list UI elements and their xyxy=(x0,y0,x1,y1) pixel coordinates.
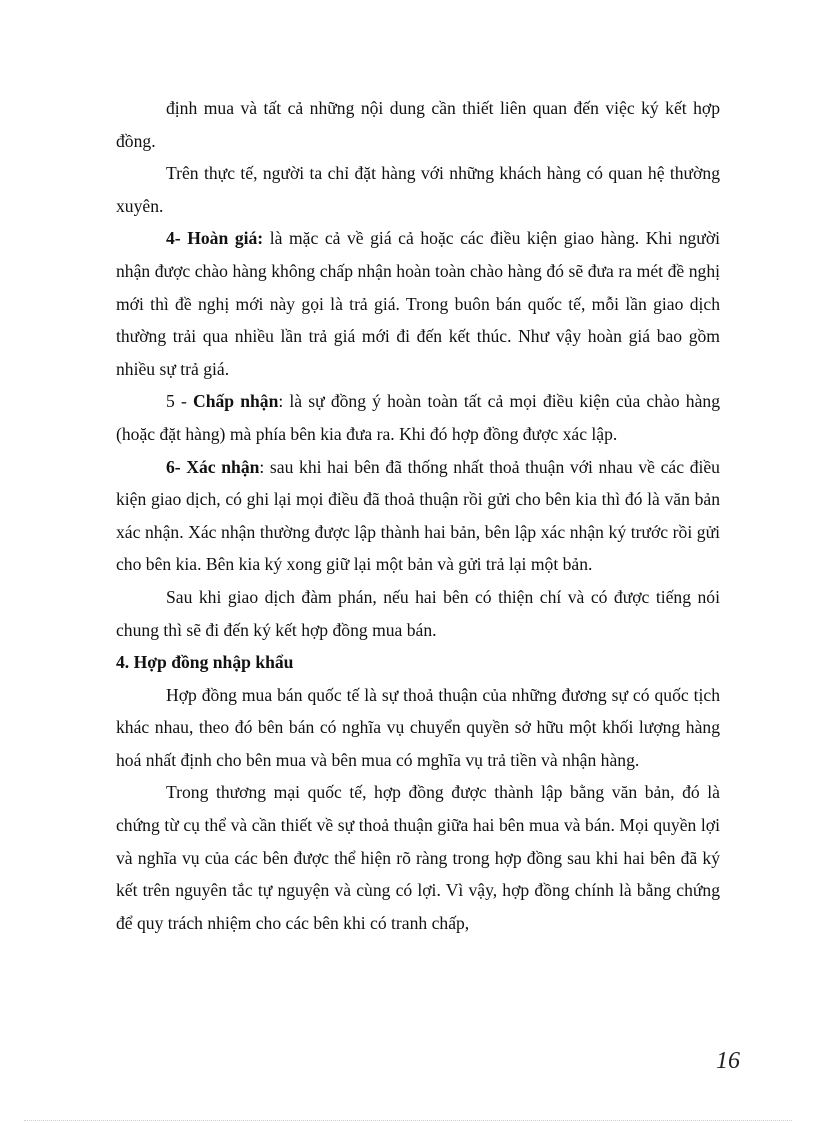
paragraph-confirmation xyxy=(116,451,720,581)
term-acceptance: Chấp nhận xyxy=(192,391,279,412)
paragraph-after-negotiation: Sau khi giao dịch đàm phán, nếu hai bên có thiện chí và có được tiếng nói chung thì sẽ đi đến ký kết hợp đồng mua bán. xyxy=(116,586,720,640)
paragraph-counter-offer xyxy=(116,222,720,385)
text-acceptance: : là sự đồng ý hoàn toàn tất cả mọi điều kiện của chào hàng (hoặc đặt hàng) mà phía bên kia đưa ra. Khi đó hợp đồng được xác lập. xyxy=(116,391,721,444)
prefix-acceptance: 5 - xyxy=(166,391,193,412)
term-confirmation: 6- Xác nhận xyxy=(166,456,260,477)
text-confirmation: : sau khi hai bên đã thống nhất thoả thuận với nhau về các điều kiện giao dịch, có ghi lại mọi điều đã thoả thuận rồi gửi cho bên kia thì đó là văn bản xác nhận. Xác nhận thường được lập thành hai bản, bên lập xác nhận ký trước rồi gửi cho bên kia. Bên kia ký xong giữ lại một bản và gửi trả lại một bản. xyxy=(116,456,720,575)
page-number: 16 xyxy=(716,1048,740,1074)
term-counter-offer: 4- Hoàn giá: xyxy=(166,228,264,249)
page-bottom-divider xyxy=(24,1120,792,1121)
paragraph-acceptance xyxy=(116,385,720,450)
section-heading-import-contract: 4. Hợp đồng nhập khẩu xyxy=(116,652,294,673)
paragraph-written-contract: Trong thương mại quốc tế, hợp đồng được thành lập bằng văn bản, đó là chứng từ cụ thể và cần thiết về sự thoả thuận giữa hai bên mua và bán. Mọi quyền lợi và nghĩa vụ của các bên được thể hiện rõ ràng trong hợp đồng sau khi hai bên đã ký kết trên nguyên tắc tự nguyện và cùng có lợi. Vì vậy, hợp đồng chính là bằng chứng để quy trách nhiệm cho các bên khi có tranh chấp, xyxy=(116,782,720,933)
body-text xyxy=(116,92,720,939)
paragraph-order-continuation: định mua và tất cả những nội dung cần thiết liên quan đến việc ký kết hợp đồng. xyxy=(116,98,720,151)
paragraph-regular-customers: Trên thực tế, người ta chỉ đặt hàng với những khách hàng có quan hệ thường xuyên. xyxy=(116,163,720,216)
text-counter-offer: là mặc cả về giá cả hoặc các điều kiện giao hàng. Khi người nhận được chào hàng không chấp nhận hoàn toàn chào hàng đó sẽ đưa ra mét đề nghị mới thì đề nghị mới này gọi là trả giá. Trong buôn bán quốc tế, mỗi lần giao dịch thường trải qua nhiều lần trả giá mới đi đến kết thúc. Như vậy hoàn giá bao gồm nhiều sự trả giá. xyxy=(116,228,721,379)
paragraph-contract-definition: Hợp đồng mua bán quốc tế là sự thoả thuận của những đương sự có quốc tịch khác nhau, theo đó bên bán có nghĩa vụ chuyển quyền sở hữu một khối lượng hàng hoá nhất định cho bên mua và bên mua có mghĩa vụ trả tiền và nhận hàng. xyxy=(116,684,720,770)
